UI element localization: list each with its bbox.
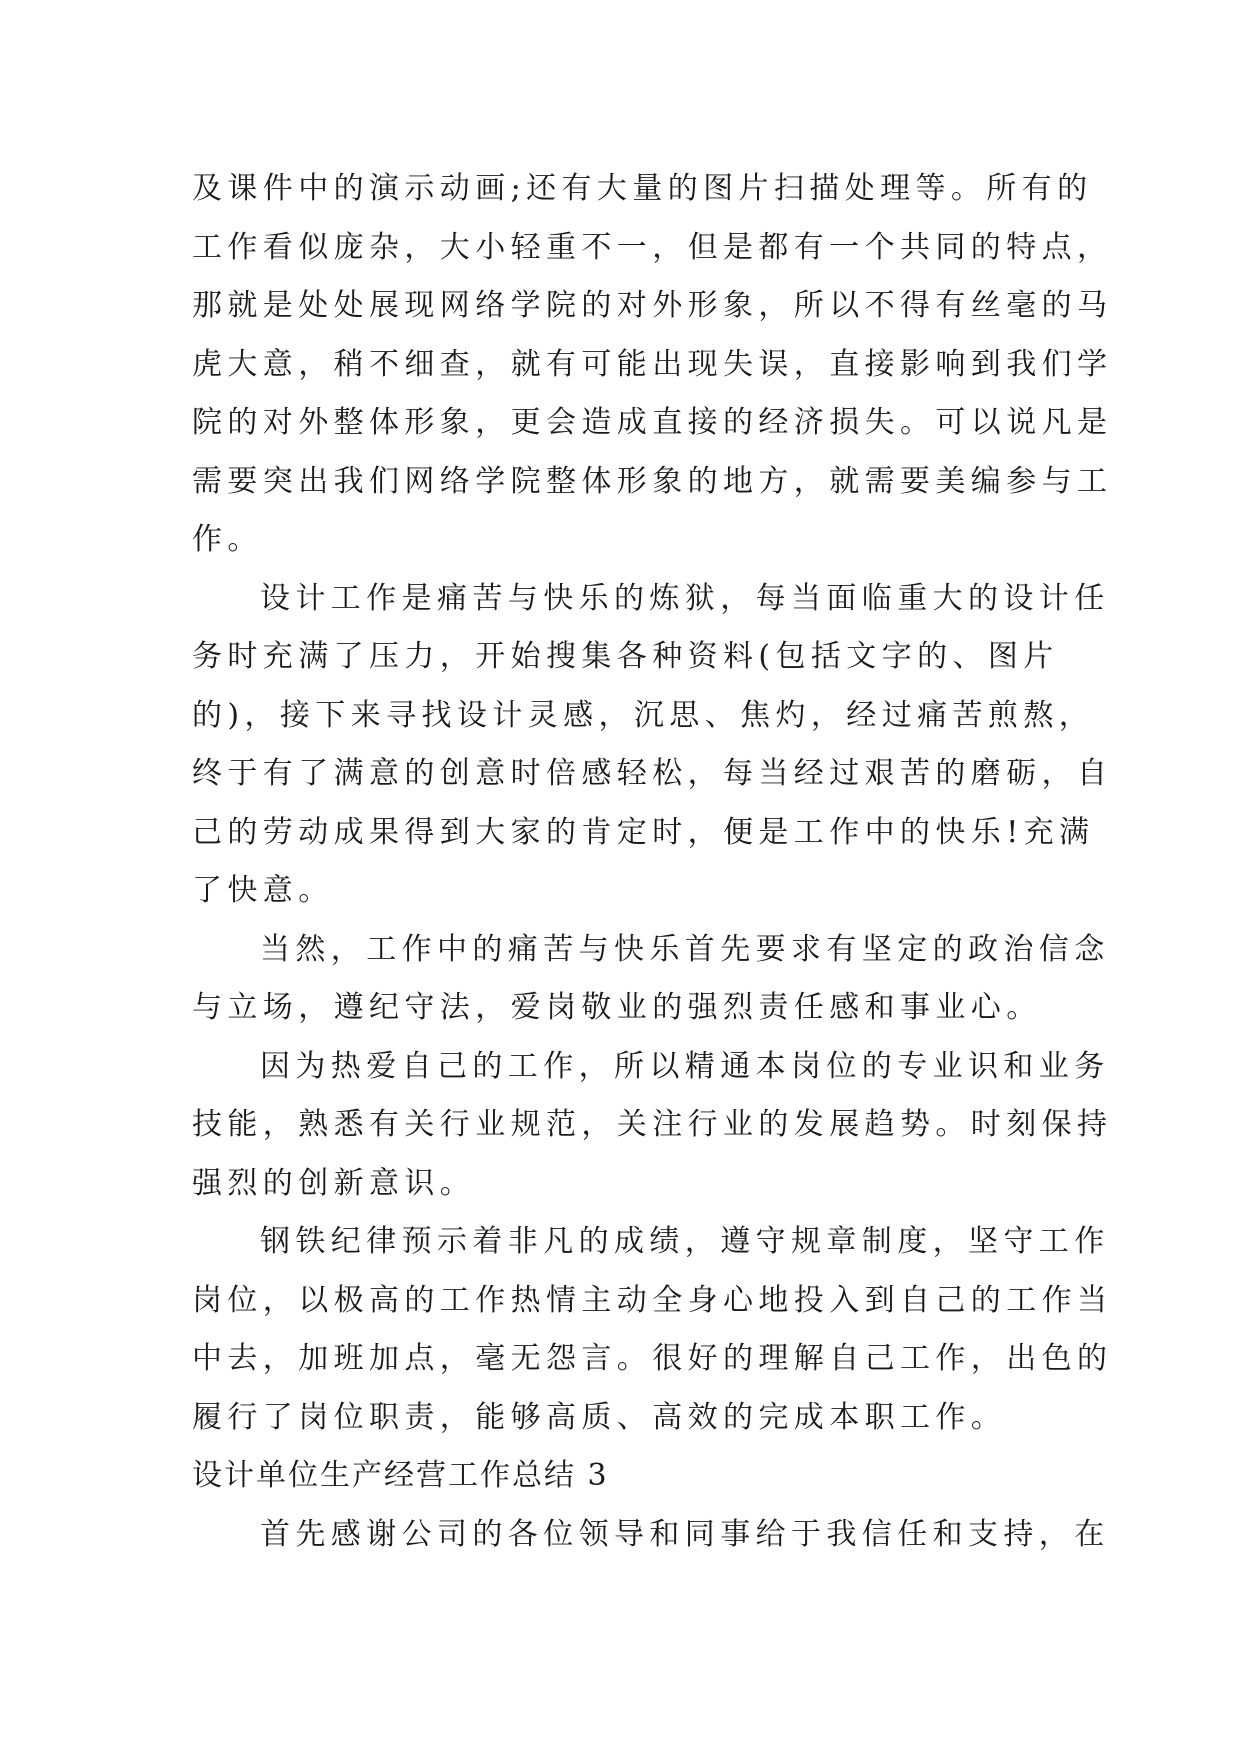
text-line: 的)，接下来寻找设计灵感，沉思、焦灼，经过痛苦煎熬， bbox=[192, 697, 1095, 733]
text-line: 中去，加班加点，毫无怨言。很好的理解自己工作，出色的 bbox=[192, 1341, 1113, 1376]
paragraph-first-line: 当然，工作中的痛苦与快乐首先要求有坚定的政治信念 bbox=[260, 931, 1110, 967]
paragraph-first-line: 设计工作是痛苦与快乐的炼狱，每当面临重大的设计任 bbox=[260, 580, 1110, 616]
text-line: 终于有了满意的创意时倍感轻松，每当经过艰苦的磨砺，自 bbox=[192, 756, 1113, 791]
paragraph-first-line: 因为热爱自己的工作，所以精通本岗位的专业识和业务 bbox=[260, 1048, 1110, 1084]
text-line: 强烈的创新意识。 bbox=[192, 1165, 476, 1201]
text-line: 与立场，遵纪守法，爱岗敬业的强烈责任感和事业心。 bbox=[192, 990, 1042, 1025]
text-line: 技能，熟悉有关行业规范，关注行业的发展趋势。时刻保持 bbox=[192, 1107, 1113, 1142]
paragraph-first-line: 首先感谢公司的各位领导和同事给于我信任和支持，在 bbox=[260, 1516, 1110, 1552]
text-line: 工作看似庞杂，大小轻重不一，但是都有一个共同的特点， bbox=[192, 229, 1113, 265]
text-line: 需要突出我们网络学院整体形象的地方，就需要美编参与工 bbox=[192, 463, 1113, 499]
document-body bbox=[192, 160, 1113, 1564]
text-line: 己的劳动成果得到大家的肯定时，便是工作中的快乐!充满 bbox=[192, 814, 1095, 850]
paragraph-first-line: 钢铁纪律预示着非凡的成绩，遵守规章制度，坚守工作 bbox=[260, 1224, 1110, 1259]
text-line: 那就是处处展现网络学院的对外形象，所以不得有丝毫的马 bbox=[192, 288, 1113, 323]
text-line: 履行了岗位职责，能够高质、高效的完成本职工作。 bbox=[192, 1399, 1007, 1435]
text-line: 及课件中的演示动画;还有大量的图片扫描处理等。所有的 bbox=[192, 171, 1093, 206]
text-line: 了快意。 bbox=[192, 873, 334, 908]
section-heading: 设计单位生产经营工作总结 3 bbox=[192, 1458, 609, 1493]
text-line: 务时充满了压力，开始搜集各种资料(包括文字的、图片 bbox=[192, 639, 1059, 674]
text-line: 岗位，以极高的工作热情主动全身心地投入到自己的工作当 bbox=[192, 1282, 1113, 1318]
text-line: 院的对外整体形象，更会造成直接的经济损失。可以说凡是 bbox=[192, 405, 1113, 440]
text-line: 作。 bbox=[192, 522, 263, 557]
text-line: 虎大意，稍不细查，就有可能出现失误，直接影响到我们学 bbox=[192, 346, 1113, 382]
